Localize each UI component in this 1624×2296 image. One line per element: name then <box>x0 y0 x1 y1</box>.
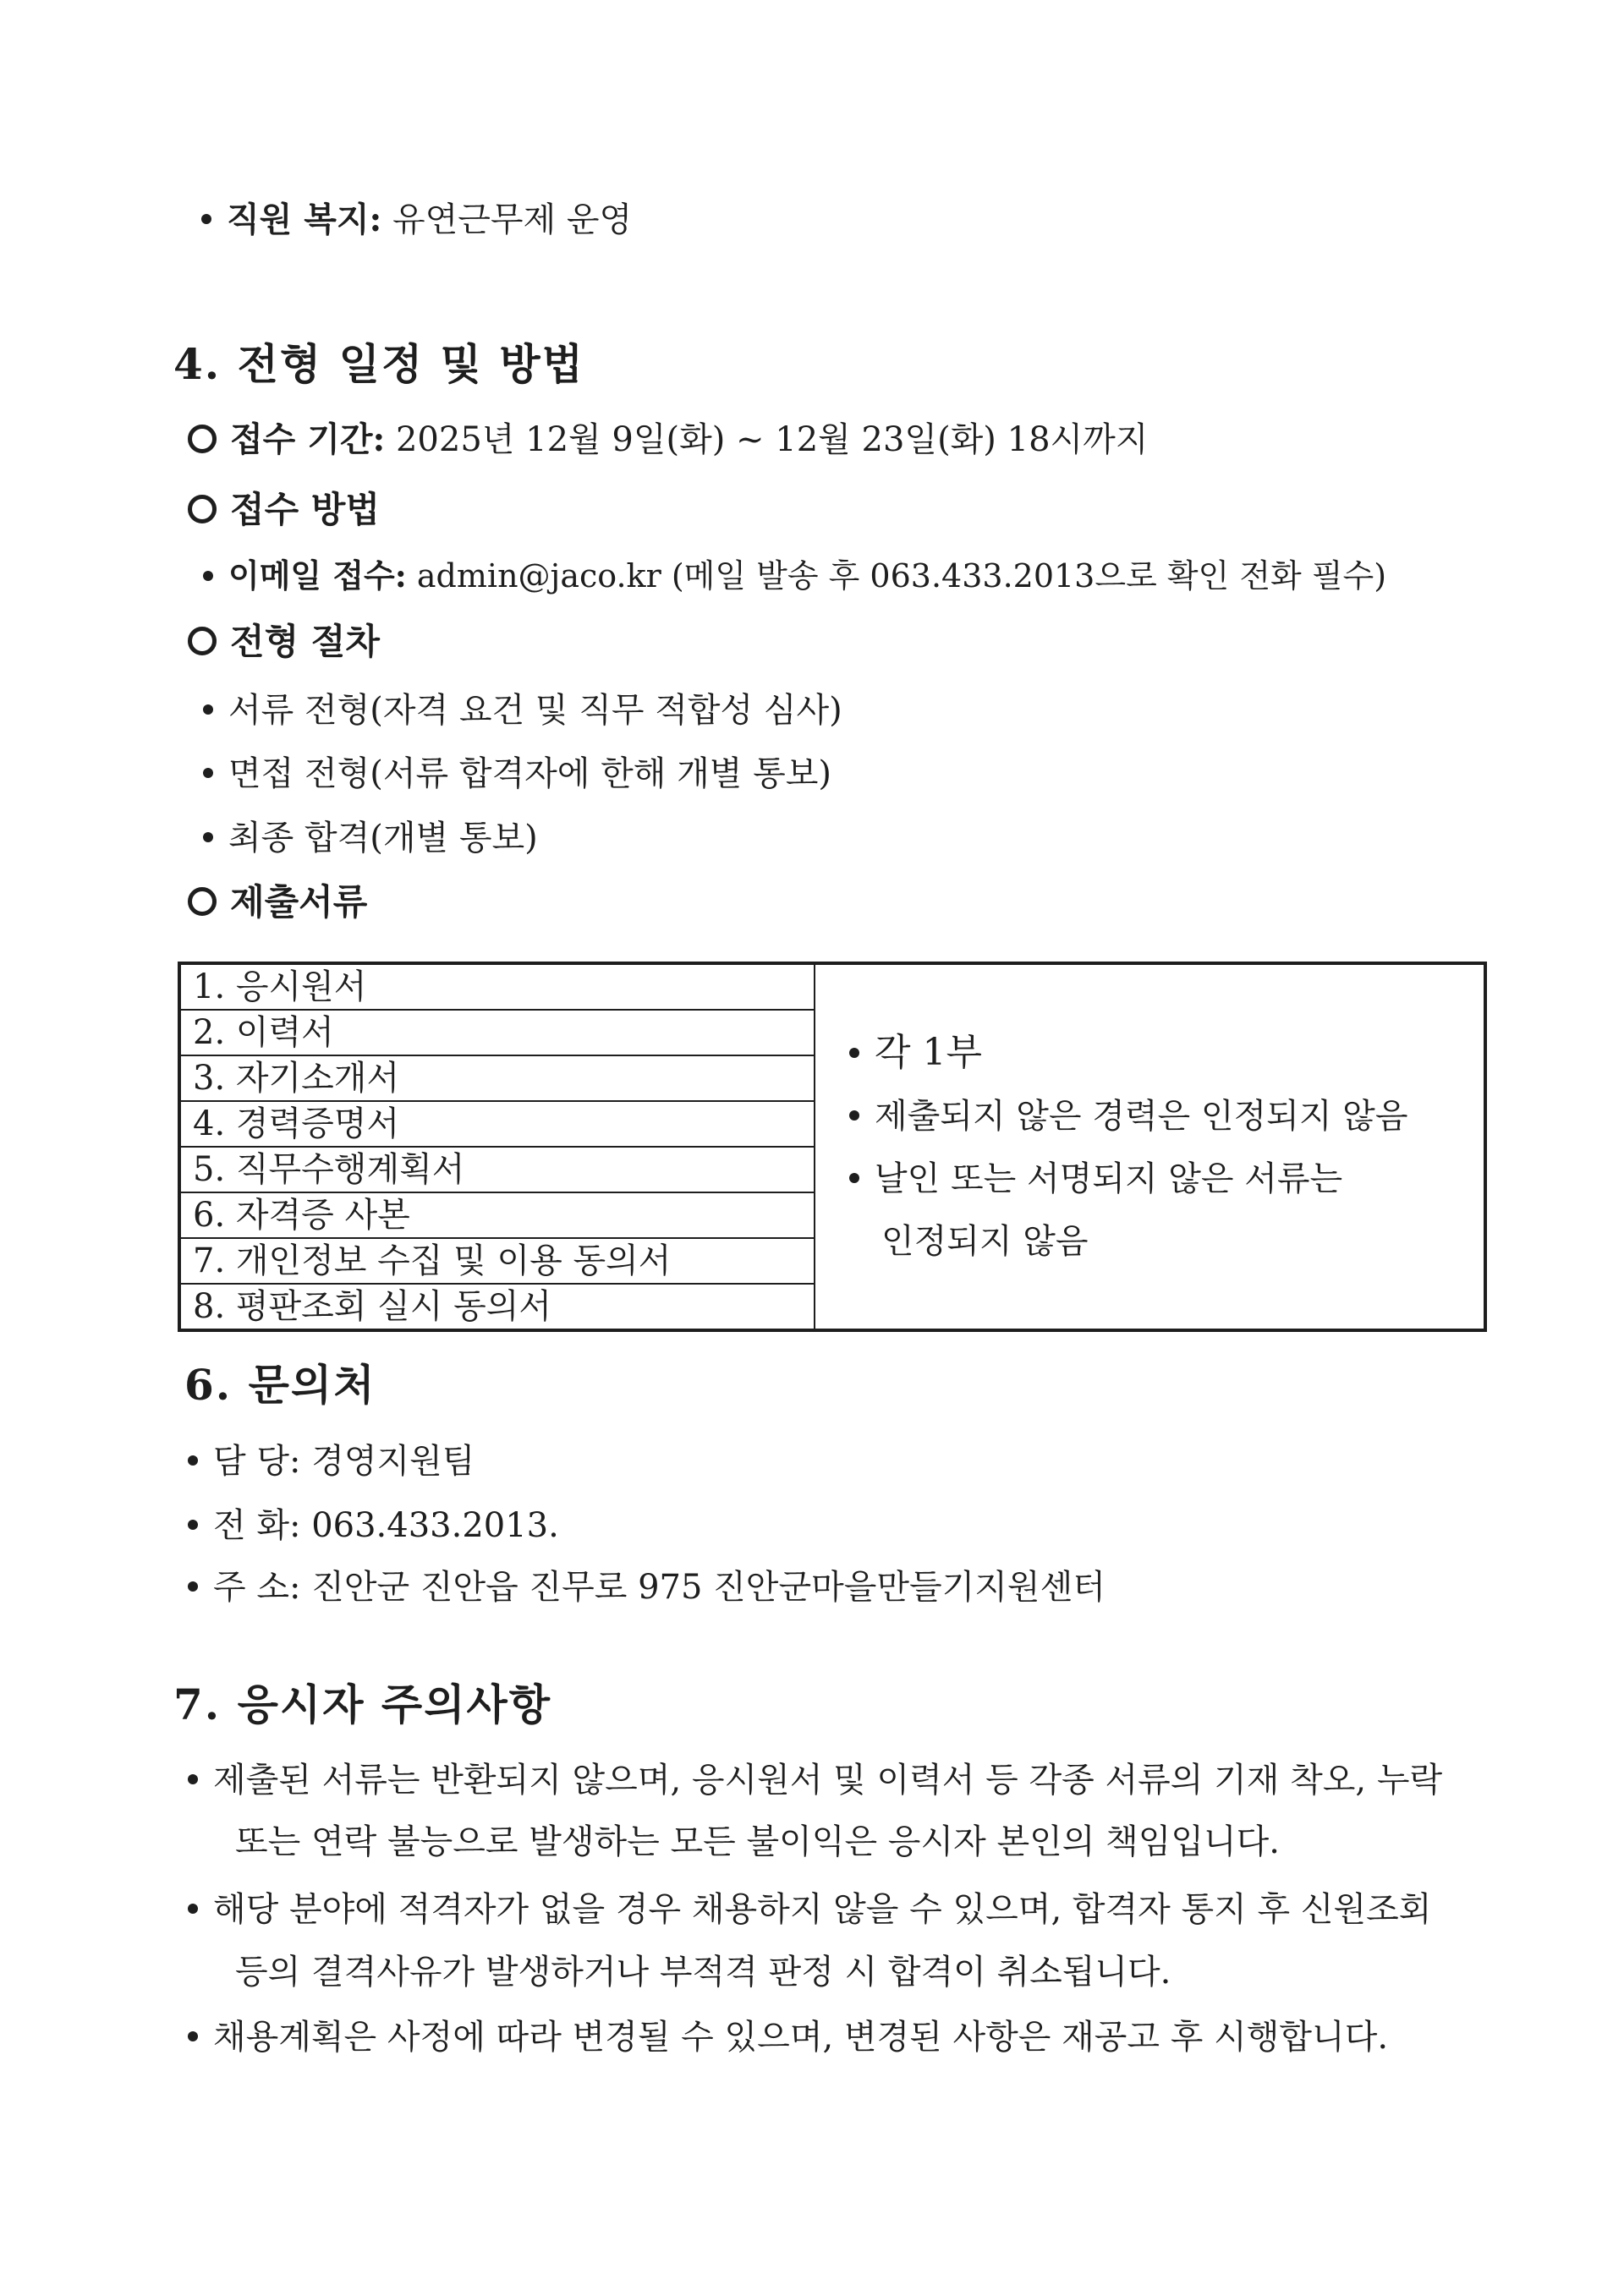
welfare-label: 직원 복지: <box>227 200 382 239</box>
circle-bullet-icon <box>188 495 217 523</box>
procedure-step <box>203 752 831 796</box>
bullet-icon <box>188 1520 198 1530</box>
document-cell: 3. 자기소개서 <box>179 1055 815 1101</box>
bullet-icon <box>203 768 213 778</box>
document-cell: 7. 개인정보 수집 및 이용 동의서 <box>179 1238 815 1284</box>
procedure-step-text: 서류 전형(자격 요건 및 직무 적합성 심사) <box>228 691 842 730</box>
caution-item <box>188 2015 1388 2059</box>
bullet-icon <box>201 214 211 224</box>
contact-label: 주 소: <box>213 1568 301 1607</box>
caution-item <box>188 1758 1442 1802</box>
welfare-item <box>201 198 632 242</box>
email-label: 이메일 접수: <box>228 556 407 595</box>
documents-notes-cell <box>815 963 1485 1330</box>
bullet-icon <box>188 1904 198 1914</box>
procedure-step <box>203 816 538 860</box>
contact-value: 063.433.2013. <box>311 1506 559 1545</box>
caution-text: 제출된 서류는 반환되지 않으며, 응시원서 및 이력서 등 각종 서류의 기재 착오, 누락 <box>213 1761 1443 1800</box>
period-label: 접수 기간: <box>230 419 386 459</box>
circle-bullet-icon <box>188 887 217 916</box>
procedure-label: 전형 절차 <box>230 621 380 662</box>
note-text: 각 1부 <box>875 1030 982 1074</box>
contact-item <box>188 1565 1106 1609</box>
bullet-icon <box>203 704 213 715</box>
bullet-icon <box>203 571 213 581</box>
bullet-icon <box>849 1048 859 1058</box>
document-cell: 1. 응시원서 <box>179 963 815 1010</box>
document-cell: 2. 이력서 <box>179 1010 815 1055</box>
email-value: admin@jaco.kr (메일 발송 후 063.433.2013으로 확인 전화 필수) <box>416 557 1387 595</box>
note-text: 제출되지 않은 경력은 인정되지 않음 <box>875 1096 1408 1136</box>
contact-label: 전 화: <box>213 1506 301 1545</box>
procedure-step <box>203 688 842 732</box>
period-value: 2025년 12월 9일(화) ~ 12월 23일(화) 18시까지 <box>395 420 1149 459</box>
method-label: 접수 방법 <box>230 489 380 530</box>
contact-label: 담 당: <box>213 1442 301 1481</box>
bullet-icon <box>203 832 213 842</box>
email-item <box>203 554 1386 598</box>
contact-item <box>188 1439 475 1483</box>
note-item <box>849 1022 1472 1085</box>
documents-table <box>178 962 1487 1332</box>
note-text: 날인 또는 서명되지 않은 서류는 <box>875 1159 1343 1198</box>
caution-text: 해당 분야에 적격자가 없을 경우 채용하지 않을 수 있으며, 합격자 통지 후 신원조회 <box>213 1890 1432 1929</box>
procedure-heading <box>188 619 380 665</box>
document-cell: 8. 평판조회 실시 동의서 <box>179 1284 815 1330</box>
contact-item <box>188 1504 559 1548</box>
section-4-title: 4. 전형 일정 및 방법 <box>173 339 584 389</box>
caution-item-continued: 또는 연락 불능으로 발생하는 모든 불이익은 응시자 본인의 책임입니다. <box>235 1822 1280 1861</box>
bullet-icon <box>188 1581 198 1592</box>
note-item <box>849 1085 1472 1148</box>
document-cell: 6. 자격증 사본 <box>179 1192 815 1238</box>
contact-value: 진안군 진안읍 진무로 975 진안군마을만들기지원센터 <box>311 1568 1106 1607</box>
caution-text: 채용계획은 사정에 따라 변경될 수 있으며, 변경된 사항은 재공고 후 시행합니다. <box>213 2018 1389 2057</box>
note-item <box>849 1148 1472 1210</box>
caution-item <box>188 1888 1431 1932</box>
caution-item-continued: 등의 결격사유가 발생하거나 부적격 판정 시 합격이 취소됩니다. <box>235 1953 1171 1992</box>
section-7-title: 7. 응시자 주의사항 <box>173 1680 552 1729</box>
bullet-icon <box>849 1110 859 1121</box>
note-text: 인정되지 않음 <box>881 1221 1089 1261</box>
bullet-icon <box>188 1455 198 1466</box>
contact-value: 경영지원팀 <box>311 1442 475 1481</box>
circle-bullet-icon <box>188 425 217 453</box>
section-6-title: 6. 문의처 <box>184 1360 376 1410</box>
document-cell: 5. 직무수행계획서 <box>179 1147 815 1192</box>
note-item-continued <box>849 1210 1472 1273</box>
bullet-icon <box>188 1774 198 1784</box>
document-cell: 4. 경력증명서 <box>179 1101 815 1147</box>
procedure-step-text: 최종 합격(개별 통보) <box>228 819 538 858</box>
bullet-icon <box>188 2031 198 2041</box>
procedure-step-text: 면접 전형(서류 합격자에 한해 개별 통보) <box>228 754 832 793</box>
bullet-icon <box>849 1173 859 1183</box>
documents-heading <box>188 879 367 925</box>
circle-bullet-icon <box>188 627 217 655</box>
documents-label: 제출서류 <box>230 881 368 923</box>
method-heading <box>188 487 380 533</box>
period-item <box>188 418 1148 462</box>
welfare-value: 유연근무제 운영 <box>392 200 633 239</box>
